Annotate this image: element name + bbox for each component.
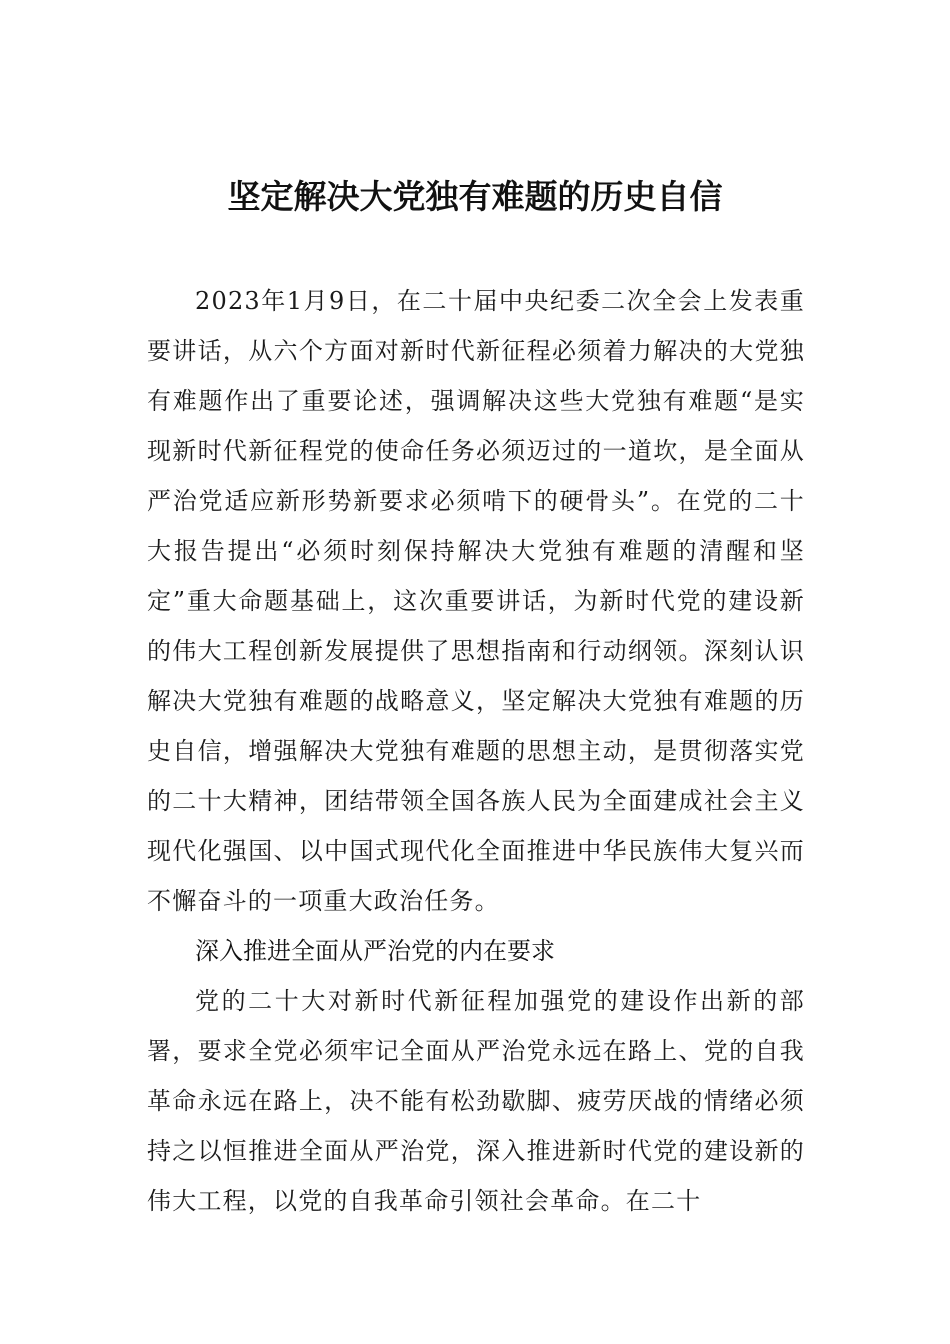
document-title: 坚定解决大党独有难题的历史自信 [227, 177, 723, 216]
intro-paragraph: 2023年1月9日，在二十届中央纪委二次全会上发表重要讲话，从六个方面对新时代新征程必须着力解决的大党独有难题作出了重要论述，强调解决这些大党独有难题“是实现新时代新征程党的使命任务必须迈过的一道坎，是全面从严治党适应新形势新要求必须啃下的硬骨头”。在党的二十大报告提出“必须时刻保持解决大党独有难题的清醒和坚定”重大命题基础上，这次重要讲话，为新时代党的建设新的伟大工程创新发展提供了思想指南和行动纲领。深刻认识解决大党独有难题的战略意义，坚定解决大党独有难题的历史自信，增强解决大党独有难题的思想主动，是贯彻落实党的二十大精神，团结带领全国各族人民为全面建成社会主义现代化强国、以中国式现代化全面推进中华民族伟大复兴而不懈奋斗的一项重大政治任务。 [147, 287, 805, 915]
section-paragraph: 党的二十大对新时代新征程加强党的建设作出新的部署，要求全党必须牢记全面从严治党永远在路上、党的自我革命永远在路上，决不能有松劲歇脚、疲劳厌战的情绪必须持之以恒推进全面从严治党，深入推进新时代党的建设新的伟大工程，以党的自我革命引领社会革命。在二十 [147, 987, 805, 1215]
document-body [147, 276, 805, 1226]
section-heading: 深入推进全面从严治党的内在要求 [195, 937, 555, 965]
